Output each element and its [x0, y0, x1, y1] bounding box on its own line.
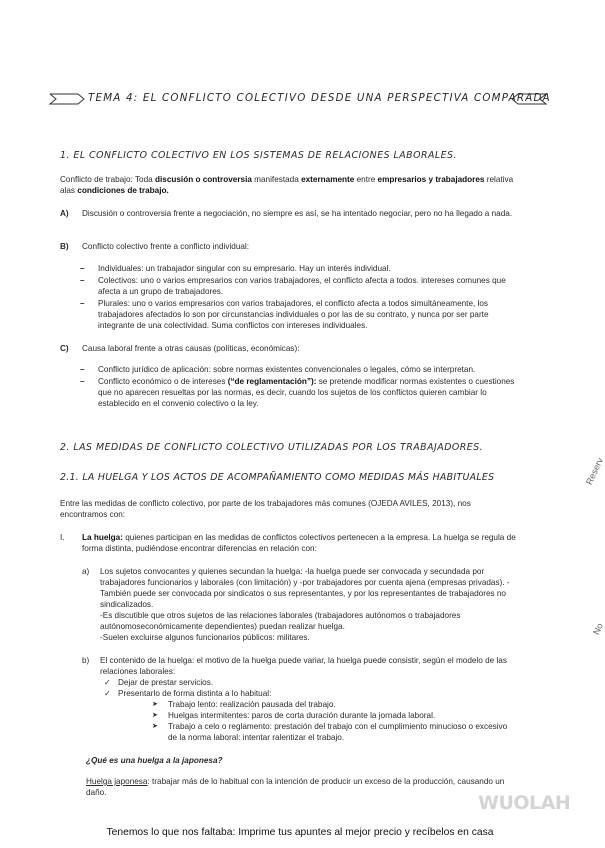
point-b: B) Conflicto colectivo frente a conflicto individual:: [60, 242, 250, 251]
sidebar-no-text: No: [591, 621, 605, 637]
point-c: C) Causa laboral frente a otras causas (políticas, económicas):: [60, 344, 300, 353]
banner-left-arrow-icon: [48, 92, 88, 106]
point-a: A) Discusión o controversia frente a negociación, no siempre es así, se ha intentado negociar, pero no ha llegado a nada.: [60, 209, 513, 218]
strike-types-list: [152, 699, 512, 743]
footer-banner[interactable]: Tenemos lo que nos faltaba: Imprime tus apuntes al mejor precio y recíbelos en casa: [106, 827, 494, 838]
list-item: ➤ Trabajo a celo o reglamento: prestación del trabajo con el cumplimiento minucioso o excesivo de la norma laboral: intentar ralentizar el trabajo.: [152, 721, 512, 743]
point-b-content: b) El contenido de la huelga: el motivo de la huelga puede variar, la huelga puede consistir, según el modelo de las relaciones laborales:: [82, 656, 507, 676]
list-item: ➤ Trabajo lento: realización pausada del trabajo.: [152, 699, 512, 710]
conflict-causes-list: [80, 364, 520, 410]
wuolah-logo: WUOLAH: [478, 792, 571, 814]
list-item: ➤ Huelgas intermitentes: paros de corta duración durante la jornada laboral.: [152, 710, 512, 721]
strike-forms-list: [104, 677, 504, 699]
conflict-types-list: [80, 263, 520, 332]
list-item: – Conflicto económico o de intereses (“de reglamentación”): se pretende modificar normas existentes o cuestiones que no aparecen resueltas por las normas, es decir, cuando los sujetos de los conflictos quieren cambiar lo establecido en el convenio colectivo o la ley.: [80, 376, 520, 409]
definition-paragraph: Conflicto de trabajo: Toda discusión o controversia manifestada externamente entre empresarios y trabajadores relativa alas condiciones de trabajo.: [60, 175, 514, 195]
list-item: ✓ Dejar de prestar servicios.: [104, 677, 504, 688]
page-title: TEMA 4: EL CONFLICTO COLECTIVO DESDE UNA PERSPECTIVA COMPARADA: [88, 92, 551, 104]
japanese-strike-question: ¿Qué es una huelga a la japonesa?: [86, 756, 223, 765]
list-item: – Colectivos: uno o varios empresarios con varios trabajadores, el conflicto afecta a todos. intereses comunes que afecta a un grupo de trabajadores.: [80, 275, 520, 297]
section-2-heading: 2. LAS MEDIDAS DE CONFLICTO COLECTIVO UTILIZADAS POR LOS TRABAJADORES.: [60, 442, 484, 453]
japanese-strike-definition: Huelga japonesa: trabajar más de lo habitual con la intención de producir un exceso de la producción, causando un daño.: [86, 777, 505, 797]
banner-right-arrow-icon: [508, 92, 548, 106]
section-1-heading: 1. EL CONFLICTO COLECTIVO EN LOS SISTEMAS DE RELACIONES LABORALES.: [60, 150, 457, 161]
point-a-subjects: a) Los sujetos convocantes y quienes secundan la huelga: -la huelga puede ser convocada y secundada por trabajadores funcionarios y laborales (con limitación) y -por trabajadores por cuenta ajena (empresas privadas). -También puede ser convocada por sindicatos o sus representantes, y por los representantes de trabajadores no sindicalizados. -Es discutible que otros sujetos de las relaciones laborales (trabajadores autónomos o trabajadores autónomoseconómicamente dependientes) puedan realizar huelga. -Suelen excluirse algunos funcionarios públicos: militares.: [82, 567, 510, 642]
list-item: – Plurales: uno o varios empresarios con varios trabajadores, el conflicto afecta a todos simultáneamente, los trabajadores afectados lo son por circunstancias individuales o por las de su contrato, y nunca por ser parte integrante de una colectividad. Suma conflictos con intereses individuales.: [80, 298, 520, 331]
point-i: I. La huelga: quienes participan en las medidas de conflictos colectivos pertenecen a la empresa. La huelga se regula de forma distinta, pudiéndose encontrar diferencias en relación con:: [60, 533, 516, 553]
list-item: – Conflicto jurídico de aplicación: sobre normas existentes convencionales o legales, cómo se interpretan.: [80, 364, 520, 375]
sidebar-reserv-text: Reserv: [584, 456, 605, 487]
intro-paragraph: Entre las medidas de conflicto colectivo, por parte de los trabajadores más comunes (OJEDA AVILES, 2013), nos encontramos con:: [60, 499, 471, 519]
list-item: ✓ Presentarlo de forma distinta a lo habitual:: [104, 688, 504, 699]
list-item: – Individuales: un trabajador singular con su empresario. Hay un interés individual.: [80, 263, 520, 274]
title-banner: [48, 88, 551, 110]
section-2-1-heading: 2.1. LA HUELGA Y LOS ACTOS DE ACOMPAÑAMIENTO COMO MEDIDAS MÁS HABITUALES: [60, 472, 495, 483]
